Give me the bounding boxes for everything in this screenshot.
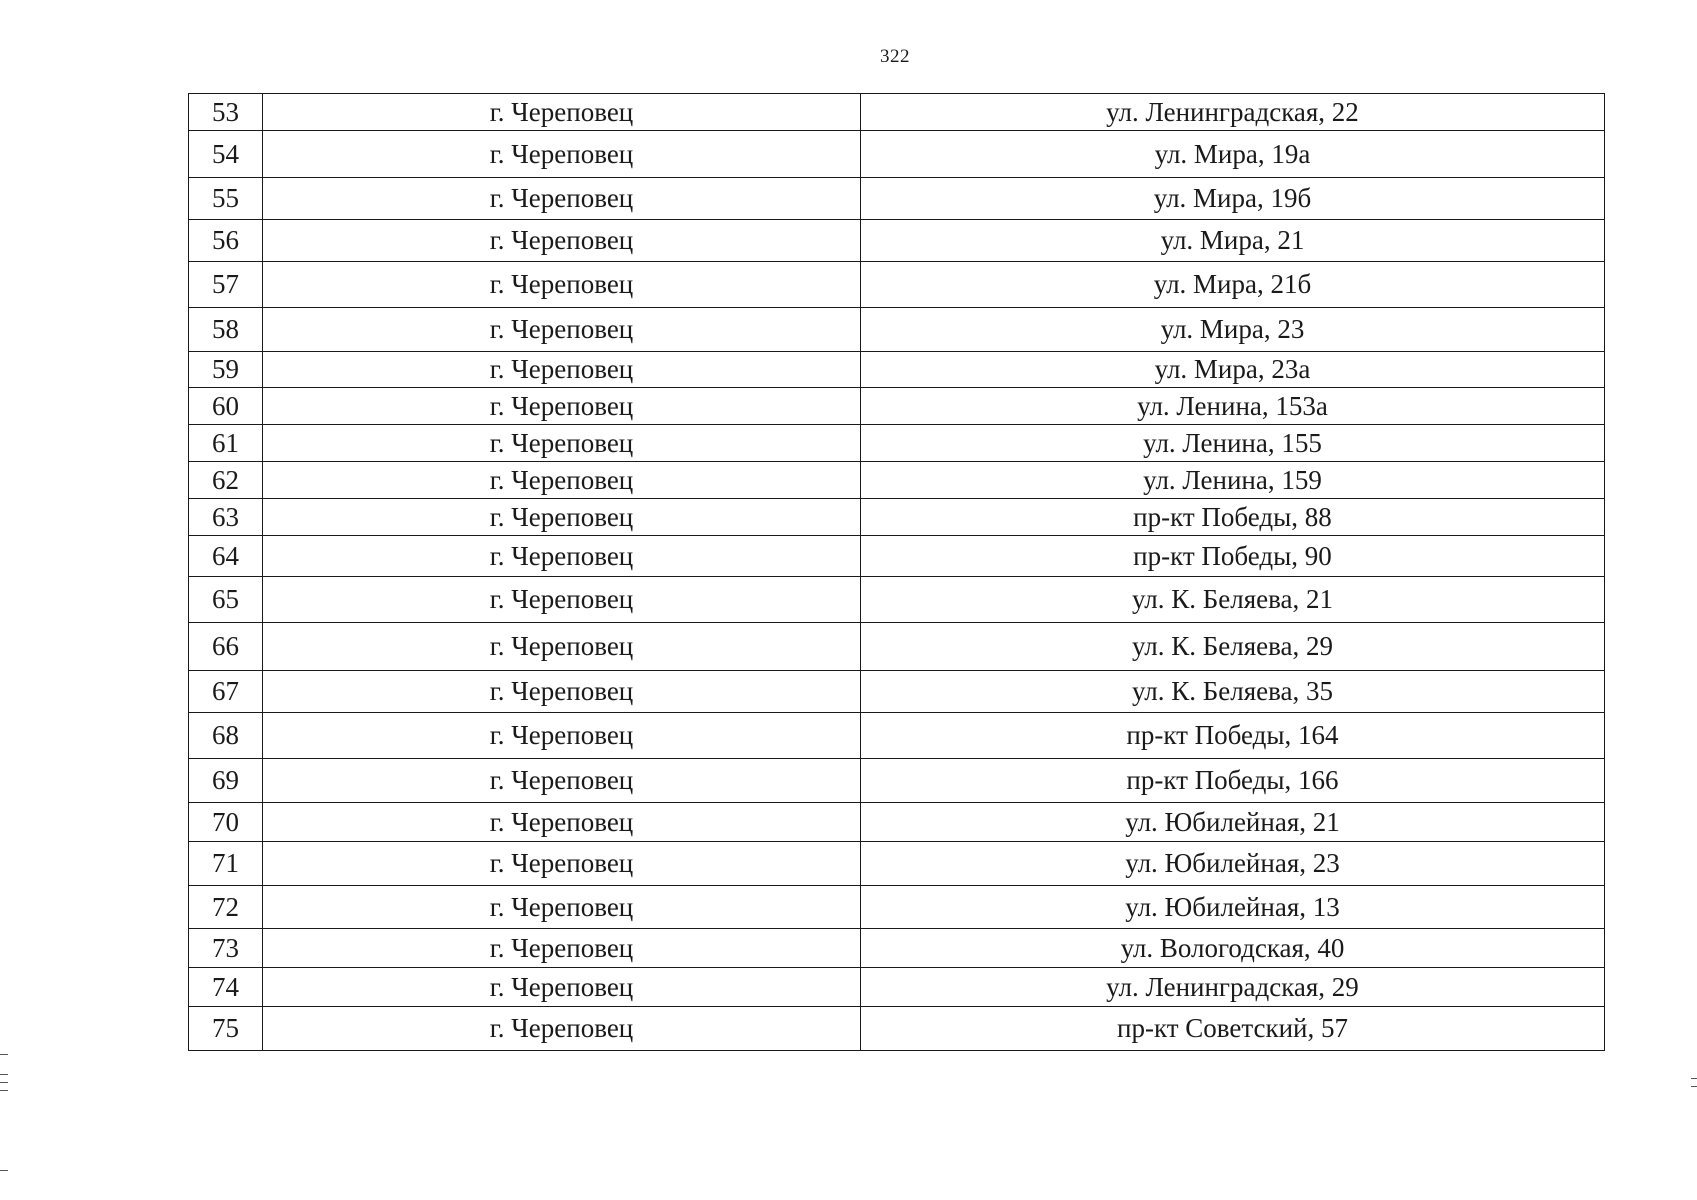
table-row [189,929,1605,968]
row-number-cell: 74 [189,968,263,1007]
city-cell: г. Череповец [263,352,861,388]
address-cell: ул. Ленина, 159 [861,462,1605,499]
table-row [189,671,1605,713]
address-cell: ул. Мира, 21б [861,262,1605,308]
table-row [189,94,1605,131]
address-cell: пр-кт Победы, 166 [861,759,1605,803]
scan-edge-mark [0,1054,8,1055]
city-cell: г. Череповец [263,499,861,536]
table-row [189,262,1605,308]
city-cell: г. Череповец [263,536,861,577]
address-cell: ул. Юбилейная, 23 [861,842,1605,886]
city-cell: г. Череповец [263,1007,861,1051]
address-cell: ул. К. Беляева, 35 [861,671,1605,713]
address-cell: ул. Мира, 19а [861,131,1605,178]
address-cell: ул. Ленина, 153а [861,388,1605,425]
row-number-cell: 57 [189,262,263,308]
row-number-cell: 59 [189,352,263,388]
scan-edge-mark [0,1090,8,1091]
city-cell: г. Череповец [263,968,861,1007]
table-row [189,536,1605,577]
city-cell: г. Череповец [263,713,861,759]
row-number-cell: 60 [189,388,263,425]
table-row [189,968,1605,1007]
address-cell: пр-кт Советский, 57 [861,1007,1605,1051]
table-row [189,352,1605,388]
row-number-cell: 65 [189,577,263,623]
scan-edge-mark [1691,1086,1697,1087]
row-number-cell: 53 [189,94,263,131]
address-cell: пр-кт Победы, 88 [861,499,1605,536]
table-row [189,803,1605,842]
row-number-cell: 67 [189,671,263,713]
table-row [189,499,1605,536]
table-row [189,425,1605,462]
table-row [189,388,1605,425]
row-number-cell: 69 [189,759,263,803]
city-cell: г. Череповец [263,803,861,842]
city-cell: г. Череповец [263,131,861,178]
address-cell: ул. Юбилейная, 21 [861,803,1605,842]
page-number: 322 [880,46,910,67]
table-row [189,131,1605,178]
table-row [189,842,1605,886]
address-cell: ул. Ленина, 155 [861,425,1605,462]
address-cell: ул. Ленинградская, 22 [861,94,1605,131]
table-row [189,759,1605,803]
row-number-cell: 72 [189,886,263,929]
city-cell: г. Череповец [263,842,861,886]
scan-edge-mark [0,1074,8,1075]
row-number-cell: 63 [189,499,263,536]
city-cell: г. Череповец [263,220,861,262]
city-cell: г. Череповец [263,94,861,131]
address-cell: ул. К. Беляева, 21 [861,577,1605,623]
city-cell: г. Череповец [263,262,861,308]
table-row [189,713,1605,759]
address-cell: ул. Ленинградская, 29 [861,968,1605,1007]
table-row [189,220,1605,262]
city-cell: г. Череповец [263,178,861,220]
row-number-cell: 71 [189,842,263,886]
table-row [189,308,1605,352]
city-cell: г. Череповец [263,671,861,713]
address-cell: ул. Юбилейная, 13 [861,886,1605,929]
address-cell: ул. Вологодская, 40 [861,929,1605,968]
table-row [189,1007,1605,1051]
scan-edge-mark [0,1170,8,1171]
city-cell: г. Череповец [263,388,861,425]
row-number-cell: 64 [189,536,263,577]
address-cell: ул. Мира, 21 [861,220,1605,262]
table-row [189,178,1605,220]
row-number-cell: 56 [189,220,263,262]
row-number-cell: 55 [189,178,263,220]
city-cell: г. Череповец [263,929,861,968]
city-cell: г. Череповец [263,759,861,803]
scan-edge-mark [0,1082,8,1083]
row-number-cell: 70 [189,803,263,842]
table-row [189,623,1605,671]
address-cell: пр-кт Победы, 164 [861,713,1605,759]
city-cell: г. Череповец [263,886,861,929]
row-number-cell: 73 [189,929,263,968]
table-row [189,886,1605,929]
table-row [189,462,1605,499]
address-table-body [189,94,1605,1051]
address-table [188,93,1605,1051]
city-cell: г. Череповец [263,577,861,623]
address-cell: пр-кт Победы, 90 [861,536,1605,577]
row-number-cell: 75 [189,1007,263,1051]
city-cell: г. Череповец [263,462,861,499]
row-number-cell: 66 [189,623,263,671]
address-cell: ул. К. Беляева, 29 [861,623,1605,671]
city-cell: г. Череповец [263,425,861,462]
row-number-cell: 61 [189,425,263,462]
address-cell: ул. Мира, 23а [861,352,1605,388]
row-number-cell: 62 [189,462,263,499]
address-cell: ул. Мира, 23 [861,308,1605,352]
row-number-cell: 58 [189,308,263,352]
row-number-cell: 68 [189,713,263,759]
row-number-cell: 54 [189,131,263,178]
scan-edge-mark [1691,1078,1697,1079]
city-cell: г. Череповец [263,623,861,671]
city-cell: г. Череповец [263,308,861,352]
address-cell: ул. Мира, 19б [861,178,1605,220]
table-row [189,577,1605,623]
